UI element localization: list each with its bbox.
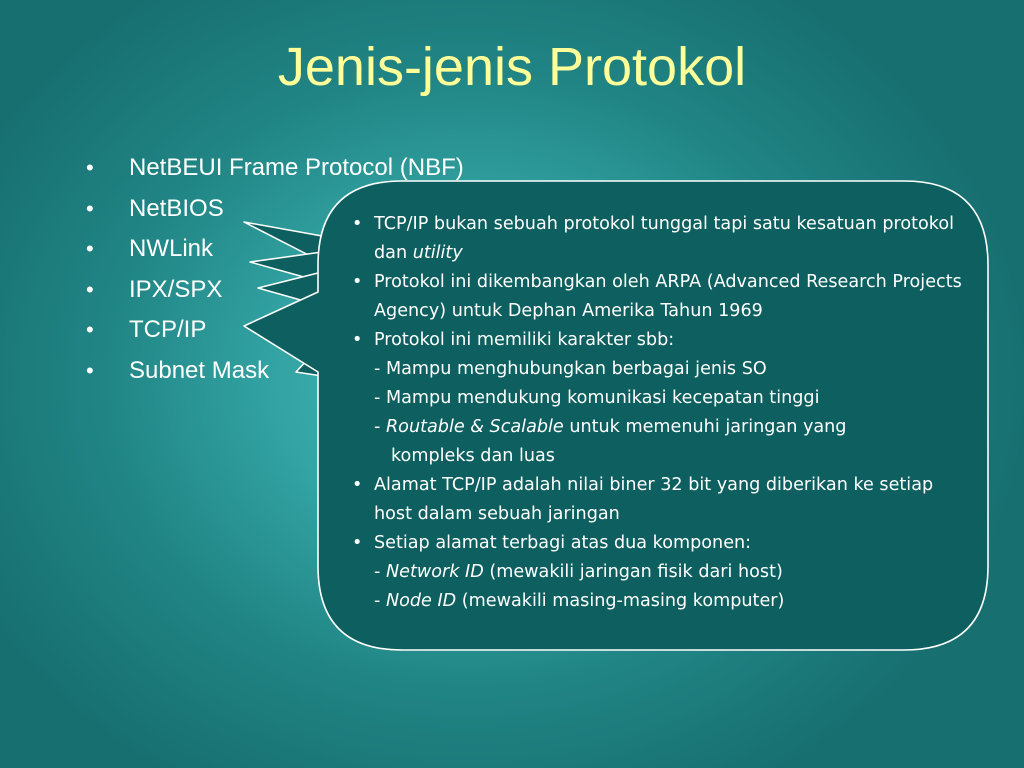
callout-text-run: (mewakili jaringan fisik dari host) — [483, 562, 783, 582]
callout-item — [346, 326, 971, 355]
callout-text — [346, 210, 971, 616]
callout-item — [346, 210, 971, 268]
list-item-label: Subnet Mask — [129, 356, 270, 384]
callout-text-run: TCP/IP bukan sebuah protokol tunggal tapi satu kesatuan protokol dan — [374, 214, 955, 263]
bullet-marker: • — [352, 272, 363, 292]
bullet-marker: • — [352, 533, 363, 553]
callout-item-text — [374, 210, 971, 268]
callout-text-run: (mewakili masing-masing komputer) — [456, 591, 785, 611]
callout-italic-term: utility — [412, 243, 463, 263]
callout-sub-continuation: kompleks dan luas — [391, 446, 555, 466]
callout-sub-item — [346, 558, 971, 587]
list-item-label: TCP/IP — [129, 316, 207, 344]
bullet-marker: • — [352, 330, 363, 350]
callout-sub-prefix: - — [374, 591, 386, 611]
callout-sub-item: - Mampu menghubungkan berbagai jenis SO — [374, 359, 767, 379]
callout-item-text: Setiap alamat terbagi atas dua komponen: — [374, 533, 752, 553]
callout-sub-prefix: - — [374, 562, 386, 582]
list-item-label: NetBEUI Frame Protocol (NBF) — [129, 154, 464, 181]
slide-title: Jenis-jenis Protokol — [277, 37, 747, 97]
bullet-marker: • — [352, 214, 363, 234]
callout-sub-item — [346, 413, 971, 442]
bullet-marker: • — [86, 155, 94, 180]
bullet-marker: • — [86, 317, 94, 343]
callout-sub-item — [346, 587, 971, 616]
bullet-marker: • — [86, 357, 94, 383]
list-item-label: NWLink — [129, 235, 214, 263]
callout-italic-term: Network ID — [385, 562, 484, 582]
callout-item — [346, 529, 971, 558]
callout-italic-term: Routable & Scalable — [385, 417, 564, 437]
callout-item — [346, 268, 971, 326]
callout-sub-item: - Mampu mendukung komunikasi kecepatan tinggi — [374, 388, 820, 408]
callout-sub-prefix: - — [374, 417, 386, 437]
callout-item-text: Protokol ini memiliki karakter sbb: — [374, 330, 675, 350]
callout-italic-term: Node ID — [385, 591, 457, 611]
callout-item — [346, 471, 971, 529]
list-item-label: IPX/SPX — [129, 275, 223, 303]
callout-item-text: Protokol ini dikembangkan oleh ARPA (Advanced Research Projects Agency) untuk Dephan Amerika Tahun 1969 — [374, 272, 962, 321]
list-item-label: NetBIOS — [129, 194, 224, 222]
callout-item-text: Alamat TCP/IP adalah nilai biner 32 bit yang diberikan ke setiap host dalam sebuah jaringan — [374, 475, 934, 524]
bullet-marker: • — [86, 236, 94, 262]
callout-text-run: untuk memenuhi jaringan yang — [563, 417, 847, 437]
bullet-marker: • — [352, 475, 363, 495]
bullet-marker: • — [86, 276, 94, 302]
bullet-marker: • — [86, 195, 94, 221]
